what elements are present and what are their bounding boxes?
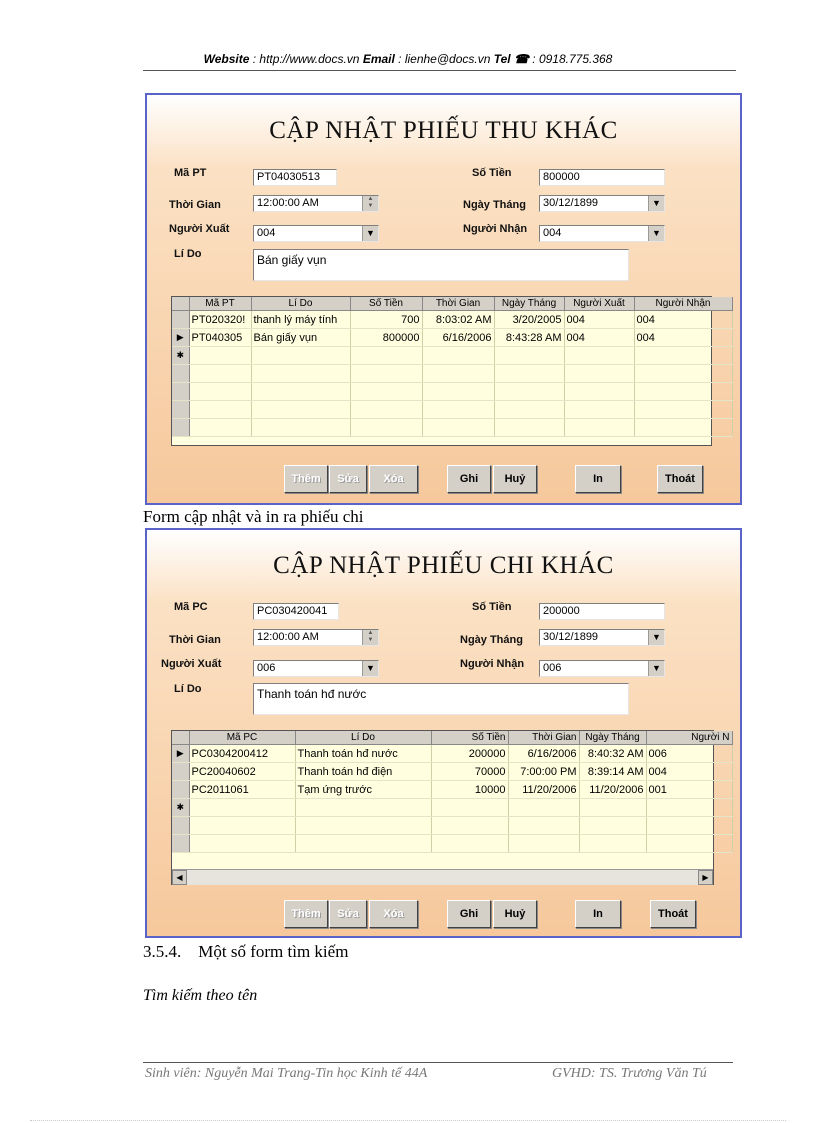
edit-button[interactable]: Sửa — [329, 465, 367, 493]
nguoi-nhan-label: Người Nhận — [463, 223, 528, 235]
page-bottom-dots — [30, 1120, 786, 1121]
cell[interactable]: 001 — [646, 781, 732, 799]
form-title: CẬP NHẬT PHIẾU THU KHÁC — [269, 117, 618, 144]
ngay-thang-value: 30/12/1899 — [543, 631, 599, 643]
column-header[interactable]: Lí Do — [295, 731, 431, 745]
cell[interactable]: 8:03:02 AM — [422, 311, 494, 329]
scroll-left-icon[interactable]: ◀ — [172, 870, 187, 885]
website-value: : http://www.docs.vn — [249, 52, 363, 66]
spin-updown-icon[interactable]: ▲ ▼ — [362, 196, 378, 211]
thoi-gian-value: 12:00:00 AM — [257, 197, 319, 209]
column-header[interactable]: Thời Gian — [508, 731, 579, 745]
grid-corner — [172, 297, 189, 311]
nguoi-xuat-label: Người Xuất — [169, 223, 230, 235]
table-row[interactable] — [172, 329, 732, 347]
row-selector[interactable] — [172, 763, 189, 781]
ngay-thang-combo[interactable] — [539, 629, 665, 646]
chevron-down-icon[interactable]: ▼ — [648, 196, 664, 211]
email-label: Email — [362, 52, 395, 66]
caption: Form cập nhật và in ra phiếu chi — [143, 507, 364, 526]
cell[interactable]: PC20040602 — [189, 763, 295, 781]
cell[interactable]: Tạm ứng trước — [295, 781, 431, 799]
cell[interactable]: 200000 — [431, 745, 508, 763]
nguoi-xuat-combo[interactable] — [253, 660, 379, 677]
footer-student: Sinh viên: Nguyễn Mai Trang-Tin học Kinh tế 44A — [145, 1066, 428, 1081]
column-header[interactable]: Lí Do — [251, 297, 350, 311]
horizontal-scrollbar[interactable] — [172, 869, 713, 885]
li-do-textarea[interactable]: Bán giấy vụn — [253, 249, 629, 281]
edit-button[interactable]: Sửa — [329, 900, 367, 928]
thoi-gian-input[interactable] — [253, 629, 379, 646]
cell[interactable]: 8:40:32 AM — [579, 745, 646, 763]
li-do-label: Lí Do — [174, 248, 202, 260]
empty-row — [172, 817, 732, 835]
nguoi-nhan-label: Người Nhận — [460, 658, 525, 670]
column-header[interactable]: Thời Gian — [422, 297, 494, 311]
add-button[interactable]: Thêm — [284, 900, 328, 928]
cell[interactable]: 11/20/2006 — [579, 781, 646, 799]
cell[interactable]: Bán giấy vụn — [251, 329, 350, 347]
cell[interactable]: PT020320! — [189, 311, 251, 329]
empty-row — [172, 383, 732, 401]
cell[interactable]: thanh lý máy tính — [251, 311, 350, 329]
subheading: Tìm kiếm theo tên — [143, 987, 258, 1004]
cell[interactable]: 11/20/2006 — [508, 781, 579, 799]
table-row[interactable] — [172, 781, 732, 799]
column-header[interactable]: Mã PT — [189, 297, 251, 311]
cell[interactable]: 004 — [634, 311, 732, 329]
column-header[interactable]: Người N — [646, 731, 732, 745]
cell[interactable]: 6/16/2006 — [422, 329, 494, 347]
nguoi-nhan-value: 006 — [543, 662, 562, 674]
ngay-thang-combo[interactable] — [539, 195, 665, 212]
delete-button[interactable]: Xóa — [369, 465, 418, 493]
cell[interactable]: PC0304200412 — [189, 745, 295, 763]
nguoi-nhan-combo[interactable] — [539, 225, 665, 242]
column-header[interactable]: Số Tiền — [350, 297, 422, 311]
ngay-thang-value: 30/12/1899 — [543, 197, 599, 209]
ma-label: Mã PT — [174, 167, 207, 179]
print-button[interactable]: In — [575, 900, 621, 928]
table-row[interactable] — [172, 745, 732, 763]
exit-button[interactable]: Thoát — [650, 900, 696, 928]
ma-input[interactable]: PT04030513 — [253, 169, 337, 186]
thoi-gian-input[interactable] — [253, 195, 379, 212]
empty-row — [172, 401, 732, 419]
cell[interactable]: 8:43:28 AM — [494, 329, 564, 347]
ngay-thang-label: Ngày Tháng — [460, 634, 523, 646]
scroll-right-icon[interactable]: ▶ — [698, 870, 713, 885]
cell[interactable]: 004 — [634, 329, 732, 347]
cell[interactable]: 700 — [350, 311, 422, 329]
tel-label: Tel — [493, 52, 511, 66]
ngay-thang-label: Ngày Tháng — [463, 199, 526, 211]
cell[interactable]: 800000 — [350, 329, 422, 347]
exit-button[interactable]: Thoát — [657, 465, 703, 493]
tel-value: : 0918.775.368 — [528, 52, 613, 66]
ma-input[interactable]: PC030420041 — [253, 603, 339, 620]
cell[interactable]: 004 — [646, 763, 732, 781]
email-value: : lienhe@docs.vn — [394, 52, 494, 66]
ma-label: Mã PC — [174, 601, 208, 613]
column-header[interactable]: Số Tiền — [431, 731, 508, 745]
receipt-grid[interactable] — [171, 296, 712, 446]
new-row-asterisk-icon[interactable]: ✱ — [172, 347, 189, 365]
so-tien-label: Số Tiền — [472, 167, 512, 179]
column-header[interactable]: Ngày Tháng — [579, 731, 646, 745]
cell[interactable]: 6/16/2006 — [508, 745, 579, 763]
chevron-down-icon[interactable]: ▼ — [648, 630, 664, 645]
new-row-asterisk-icon[interactable]: ✱ — [172, 799, 189, 817]
table-row[interactable] — [172, 311, 732, 329]
save-button[interactable]: Ghi — [447, 465, 491, 493]
empty-row — [172, 419, 732, 437]
nguoi-nhan-value: 004 — [543, 227, 562, 239]
cell[interactable]: PT040305 — [189, 329, 251, 347]
cell[interactable]: 7:00:00 PM — [508, 763, 579, 781]
empty-row — [172, 835, 732, 853]
thoi-gian-value: 12:00:00 AM — [257, 631, 319, 643]
payment-form-window — [145, 528, 742, 938]
li-do-label: Lí Do — [174, 683, 202, 695]
cell[interactable]: Thanh toán hđ điện — [295, 763, 431, 781]
li-do-textarea[interactable]: Thanh toán hđ nước — [253, 683, 629, 715]
cell[interactable]: Thanh toán hđ nước — [295, 745, 431, 763]
cell[interactable]: PC2011061 — [189, 781, 295, 799]
cell[interactable]: 8:39:14 AM — [579, 763, 646, 781]
footer-advisor: GVHD: TS. Trương Văn Tú — [552, 1066, 707, 1081]
spin-updown-icon[interactable]: ▲ ▼ — [362, 630, 378, 645]
nguoi-xuat-combo[interactable] — [253, 225, 379, 242]
column-header[interactable]: Người Xuất — [564, 297, 634, 311]
current-row-arrow-icon[interactable]: ▶ — [172, 329, 189, 347]
delete-button[interactable]: Xóa — [369, 900, 418, 928]
column-header[interactable]: Mã PC — [189, 731, 295, 745]
cell[interactable]: 006 — [646, 745, 732, 763]
thoi-gian-label: Thời Gian — [169, 199, 221, 211]
thoi-gian-label: Thời Gian — [169, 634, 221, 646]
cell[interactable]: 70000 — [431, 763, 508, 781]
cell[interactable]: 004 — [564, 329, 634, 347]
chevron-down-icon[interactable]: ▼ — [648, 661, 664, 676]
chevron-down-icon[interactable]: ▼ — [648, 226, 664, 241]
grid-corner — [172, 731, 189, 745]
form-title: CẬP NHẬT PHIẾU CHI KHÁC — [273, 552, 614, 579]
footer-rule — [143, 1062, 733, 1063]
row-selector[interactable] — [172, 781, 189, 799]
nguoi-xuat-label: Người Xuất — [161, 658, 222, 670]
new-row[interactable] — [172, 799, 732, 817]
website-label: Website — [203, 52, 250, 66]
so-tien-input[interactable]: 200000 — [539, 603, 665, 620]
cell[interactable]: 3/20/2005 — [494, 311, 564, 329]
column-header[interactable]: Người Nhận — [634, 297, 732, 311]
column-header[interactable]: Ngày Tháng — [494, 297, 564, 311]
chevron-down-icon[interactable]: ▼ — [362, 226, 378, 241]
chevron-down-icon[interactable]: ▼ — [362, 661, 378, 676]
cancel-button[interactable]: Huỷ — [493, 465, 537, 493]
current-row-arrow-icon[interactable]: ▶ — [172, 745, 189, 763]
cell[interactable]: 10000 — [431, 781, 508, 799]
receipt-form-window — [145, 93, 742, 505]
payment-grid[interactable] — [171, 730, 730, 885]
page-header — [0, 52, 816, 66]
new-row[interactable] — [172, 347, 732, 365]
header-rule — [143, 70, 736, 71]
nguoi-xuat-value: 004 — [257, 227, 276, 239]
section-heading: 3.5.4. Một số form tìm kiếm — [143, 942, 349, 961]
empty-row — [172, 365, 732, 383]
so-tien-input[interactable]: 800000 — [539, 169, 665, 186]
phone-icon: ☎ — [513, 52, 529, 66]
table-row[interactable] — [172, 763, 732, 781]
save-button[interactable]: Ghi — [447, 900, 491, 928]
cell[interactable]: 004 — [564, 311, 634, 329]
add-button[interactable]: Thêm — [284, 465, 328, 493]
nguoi-xuat-value: 006 — [257, 662, 276, 674]
print-button[interactable]: In — [575, 465, 621, 493]
cancel-button[interactable]: Huỷ — [493, 900, 537, 928]
nguoi-nhan-combo[interactable] — [539, 660, 665, 677]
row-selector[interactable] — [172, 311, 189, 329]
so-tien-label: Số Tiền — [472, 601, 512, 613]
